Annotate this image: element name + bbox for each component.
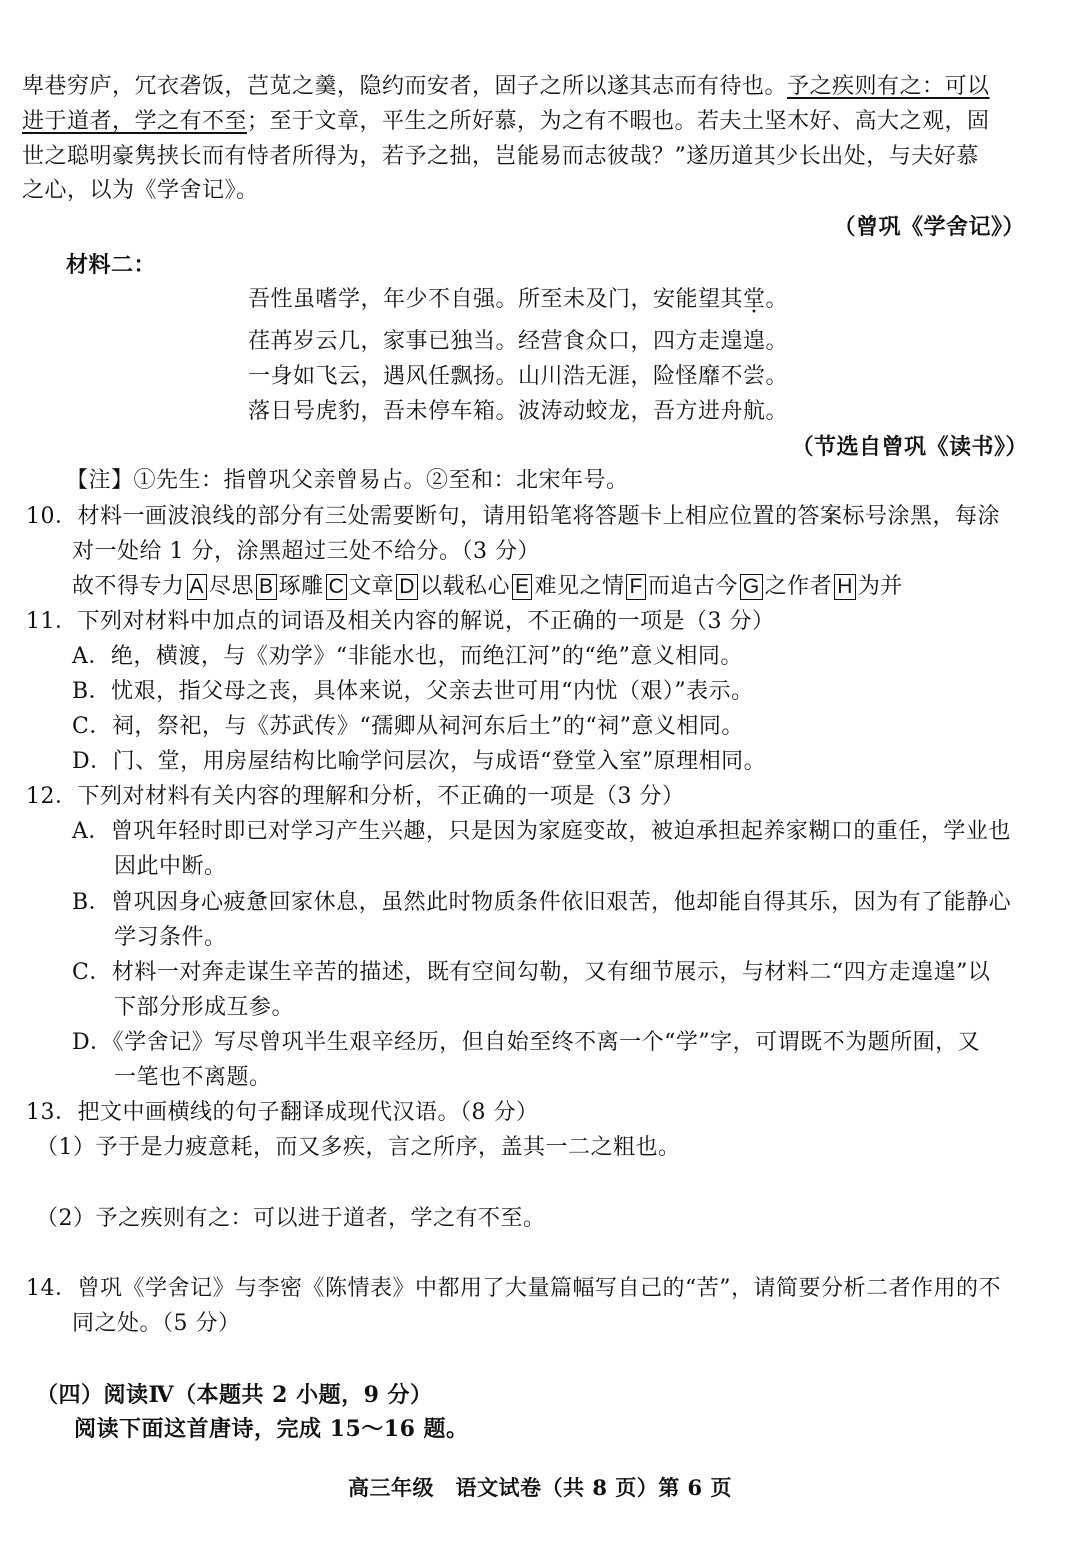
passage-line-1 xyxy=(22,72,990,102)
q12-option-a-cont: 因此中断。 xyxy=(114,854,227,879)
q12-option-b: B．曾巩因身心疲惫回家休息，虽然此时物质条件依旧艰苦，他却能自得其乐，因为有了能静心 xyxy=(72,890,1012,915)
q10-segment: 尽思 xyxy=(209,574,255,599)
passage-text: 卑巷穷庐，冗衣砻饭，芑苋之羹，隐约而安者，固子之所以遂其志而有待也。 xyxy=(22,74,788,99)
dotted-word: 堂 xyxy=(743,287,766,312)
q12-option-c-cont: 下部分形成互参。 xyxy=(114,995,295,1020)
section4-instruction: 阅读下面这首唐诗，完成 15～16 题。 xyxy=(74,1416,469,1442)
poem-line-1 xyxy=(248,285,788,315)
q10-segment: 故不得专力 xyxy=(72,574,185,599)
q10-segment: 难见之情 xyxy=(534,574,625,599)
answer-box-e[interactable]: E xyxy=(512,574,533,600)
q10-segment: 之作者 xyxy=(764,574,833,599)
passage1-source: （曾巩《学舍记》） xyxy=(833,214,1025,240)
section4-heading: （四）阅读Ⅳ（本题共 2 小题，9 分） xyxy=(36,1382,433,1408)
answer-box-a[interactable]: A xyxy=(187,574,208,600)
q10-sentence xyxy=(72,572,903,602)
answer-box-f[interactable]: F xyxy=(626,574,645,600)
passage-line-3: 世之聪明豪隽挟长而有恃者所得为，若予之拙，岂能易而志彼哉？”遂历道其少长出处，与夫好慕 xyxy=(22,144,979,169)
q10-segment: 以载私心 xyxy=(419,574,510,599)
passage-text: ；至于文章，平生之所好慕，为之有不暇也。若夫土坚木好、高大之观，固 xyxy=(247,109,990,134)
underlined-sentence: 予之疾则有之：可以 xyxy=(787,74,990,99)
q11-stem: 11．下列对材料中加点的词语及相关内容的解说，不正确的一项是（3 分） xyxy=(26,609,775,634)
q12-option-b-cont: 学习条件。 xyxy=(114,925,227,950)
q13-stem: 13．把文中画横线的句子翻译成现代汉语。（8 分） xyxy=(26,1100,539,1125)
poem-punct: 。 xyxy=(765,287,789,312)
q12-option-c: C．材料一对奔走谋生辛苦的描述，既有空间勾勒，又有细节展示，与材料二“四方走遑遑”以 xyxy=(72,960,991,985)
q11-option-c: C．祠，祭祀，与《苏武传》“孺卿从祠河东后土”的“祠”意义相同。 xyxy=(72,714,744,739)
material2-heading: 材料二： xyxy=(66,252,157,278)
answer-box-b[interactable]: B xyxy=(256,574,277,600)
note: 【注】①先生：指曾巩父亲曾易占。②至和：北宋年号。 xyxy=(66,468,629,493)
q10-segment: 琢雕 xyxy=(278,574,324,599)
q12-option-d-cont: 一笔也不离题。 xyxy=(114,1065,272,1090)
q10-stem-1: 10．材料一画波浪线的部分有三处需要断句，请用铅笔将答题卡上相应位置的答案标号涂黑，每涂 xyxy=(26,504,1000,529)
q12-option-d: D．《学舍记》写尽曾巩半生艰辛经历，但自始至终不离一个“学”字，可谓既不为题所囿，又 xyxy=(72,1030,981,1055)
passage-line-2 xyxy=(22,107,990,137)
poem-text: 吾性虽嗜学，年少不自强。所至未及门，安能望其 xyxy=(248,287,744,312)
q10-segment: 而追古今 xyxy=(647,574,738,599)
q13-sentence-2: （2）予之疾则有之：可以进于道者，学之有不至。 xyxy=(36,1206,546,1231)
q11-option-d: D．门、堂，用房屋结构比喻学问层次，与成语“登堂入室”原理相同。 xyxy=(72,749,767,774)
q12-option-a: A．曾巩年轻时即已对学习产生兴趣，只是因为家庭变故，被迫承担起养家糊口的重任，学业也 xyxy=(72,819,1011,844)
poem-line-4: 落日号虎豹，吾未停车箱。波涛动蛟龙，吾方进舟航。 xyxy=(248,399,789,424)
q14-stem-1: 14．曾巩《学舍记》与李密《陈情表》中都用了大量篇幅写自己的“苦”，请简要分析二者作用的不 xyxy=(26,1276,1001,1301)
q14-stem-2: 同之处。（5 分） xyxy=(72,1311,241,1336)
q13-sentence-1: （1）予于是力疲意耗，而又多疾，言之所序，盖其一二之粗也。 xyxy=(36,1135,681,1160)
passage-line-4: 之心，以为《学舍记》。 xyxy=(22,178,259,203)
q12-stem: 12．下列对材料有关内容的理解和分析，不正确的一项是（3 分） xyxy=(26,784,685,809)
underlined-sentence: 进于道者，学之有不至 xyxy=(22,109,248,134)
answer-box-c[interactable]: C xyxy=(326,574,348,600)
poem-line-2: 荏苒岁云几，家事已独当。经营食众口，四方走遑遑。 xyxy=(248,329,789,354)
q10-segment: 为并 xyxy=(857,574,903,599)
q10-segment: 文章 xyxy=(349,574,395,599)
page-footer: 高三年级 语文试卷（共 8 页）第 6 页 xyxy=(348,1475,732,1500)
q11-option-b: B．忧艰，指父母之丧，具体来说，父亲去世可用“内忧（艰）”表示。 xyxy=(72,679,754,704)
answer-box-g[interactable]: G xyxy=(740,574,763,600)
answer-box-h[interactable]: H xyxy=(834,574,856,600)
answer-box-d[interactable]: D xyxy=(396,574,418,600)
poem-line-3: 一身如飞云，遇风任飘扬。山川浩无涯，险怪靡不尝。 xyxy=(248,364,789,389)
q10-stem-2: 对一处给 1 分，涂黑超过三处不给分。（3 分） xyxy=(72,539,540,564)
material2-source: （节选自曾巩《读书》） xyxy=(791,434,1028,460)
q11-option-a: A．绝，横渡，与《劝学》“非能水也，而绝江河”的“绝”意义相同。 xyxy=(72,644,743,669)
